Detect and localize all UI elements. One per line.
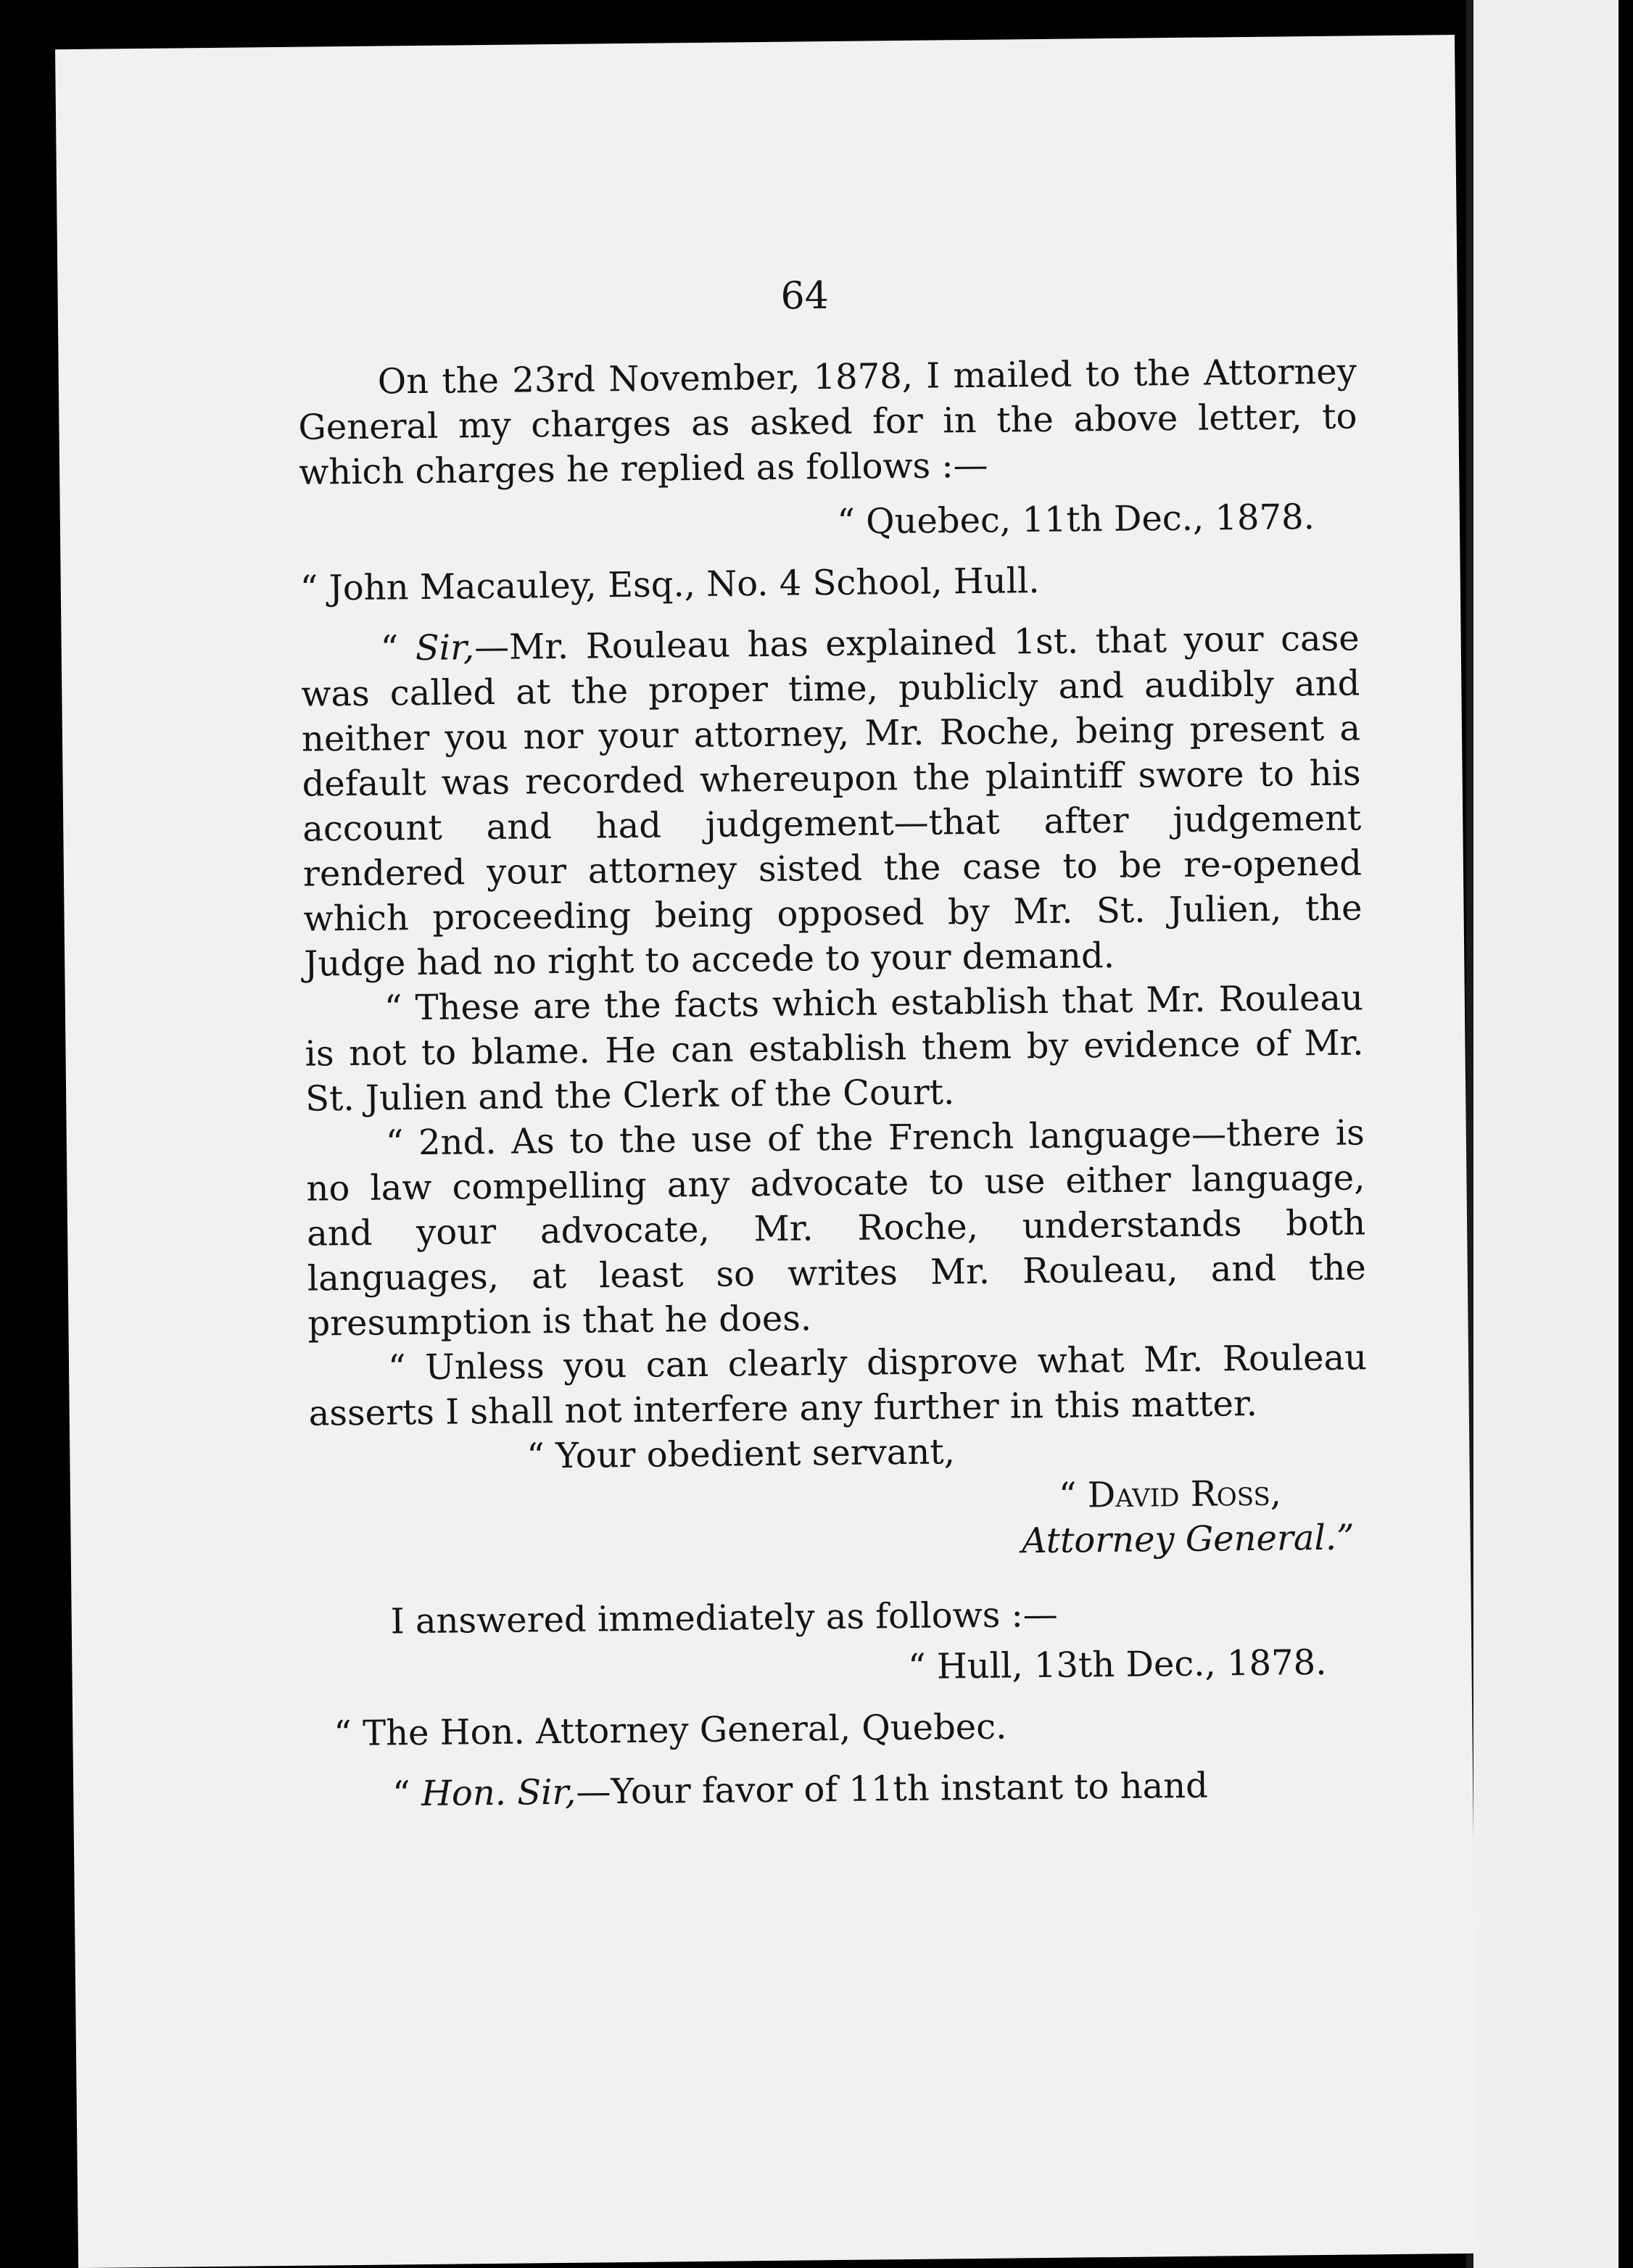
letter2-paragraph-1 [313,1761,1372,1817]
letter2-place-date: “ Hull, 13th Dec., 1878. [907,1642,1327,1687]
letter1-signer-title: Attorney General.” [1021,1517,1355,1562]
letter1-paragraph-3: “ 2nd. As to the use of the French language—there is no law compelling any advocate to use either language, and your advocate, Mr. Roche, understands both languages, at least so writes Mr. Rouleau, and the presumption is that he does. [306,1112,1367,1344]
page-text [297,268,1371,1817]
document-page [55,35,1478,2268]
page-number: 64 [780,274,830,318]
letter1-signer-quote: “ [1058,1475,1088,1516]
letter1-p1-quote: “ [380,628,416,669]
letter1-paragraph-4: “ Unless you can clearly disprove what Mr. Rouleau asserts I shall not interfere any further in this matter. [308,1337,1368,1434]
letter2-salutation: Hon. Sir, [421,1771,576,1815]
opening-paragraph: On the 23rd November, 1878, I mailed to the Attorney General my charges as asked for in the above letter, to which charges he replied as follows :— [298,351,1357,493]
letter1-paragraph-1 [300,616,1363,986]
transition-line: I answered immediately as follows :— [390,1594,1059,1642]
letter1-salutation: Sir, [415,627,475,669]
letter2-p1-body: —Your favor of 11th instant to hand [576,1765,1209,1813]
letter1-closing: “ Your obedient servant, [526,1431,956,1477]
adjacent-page-edge [1473,0,1618,2268]
letter1-addressee: “ John Macauley, Esq., No. 4 School, Hull. [299,560,1040,609]
letter1-paragraph-2: “ These are the facts which establish that Mr. Rouleau is not to blame. He can establish them by evidence of Mr. St. Julien and the Clerk of the Court. [305,977,1364,1119]
letter2-p1-quote: “ [392,1774,422,1815]
letter1-place-date: “ Quebec, 11th Dec., 1878. [837,497,1315,542]
letter2-addressee: “ The Hon. Attorney General, Quebec. [334,1706,1007,1755]
letter1-p1-body: —Mr. Rouleau has explained 1st. that your case was called at the proper time, publicly and audibly and neither you nor your attorney, Mr. Roche, being present a default was recorded whereupon the plaintiff swore to his account and had judgement—that after judgement rendered your attorney sisted the case to be re-opened which proceeding being opposed by Mr. St. Julien, the Judge had no right to accede to your demand. [301,618,1363,985]
letter1-signer-name: David Ross, [1087,1473,1282,1516]
